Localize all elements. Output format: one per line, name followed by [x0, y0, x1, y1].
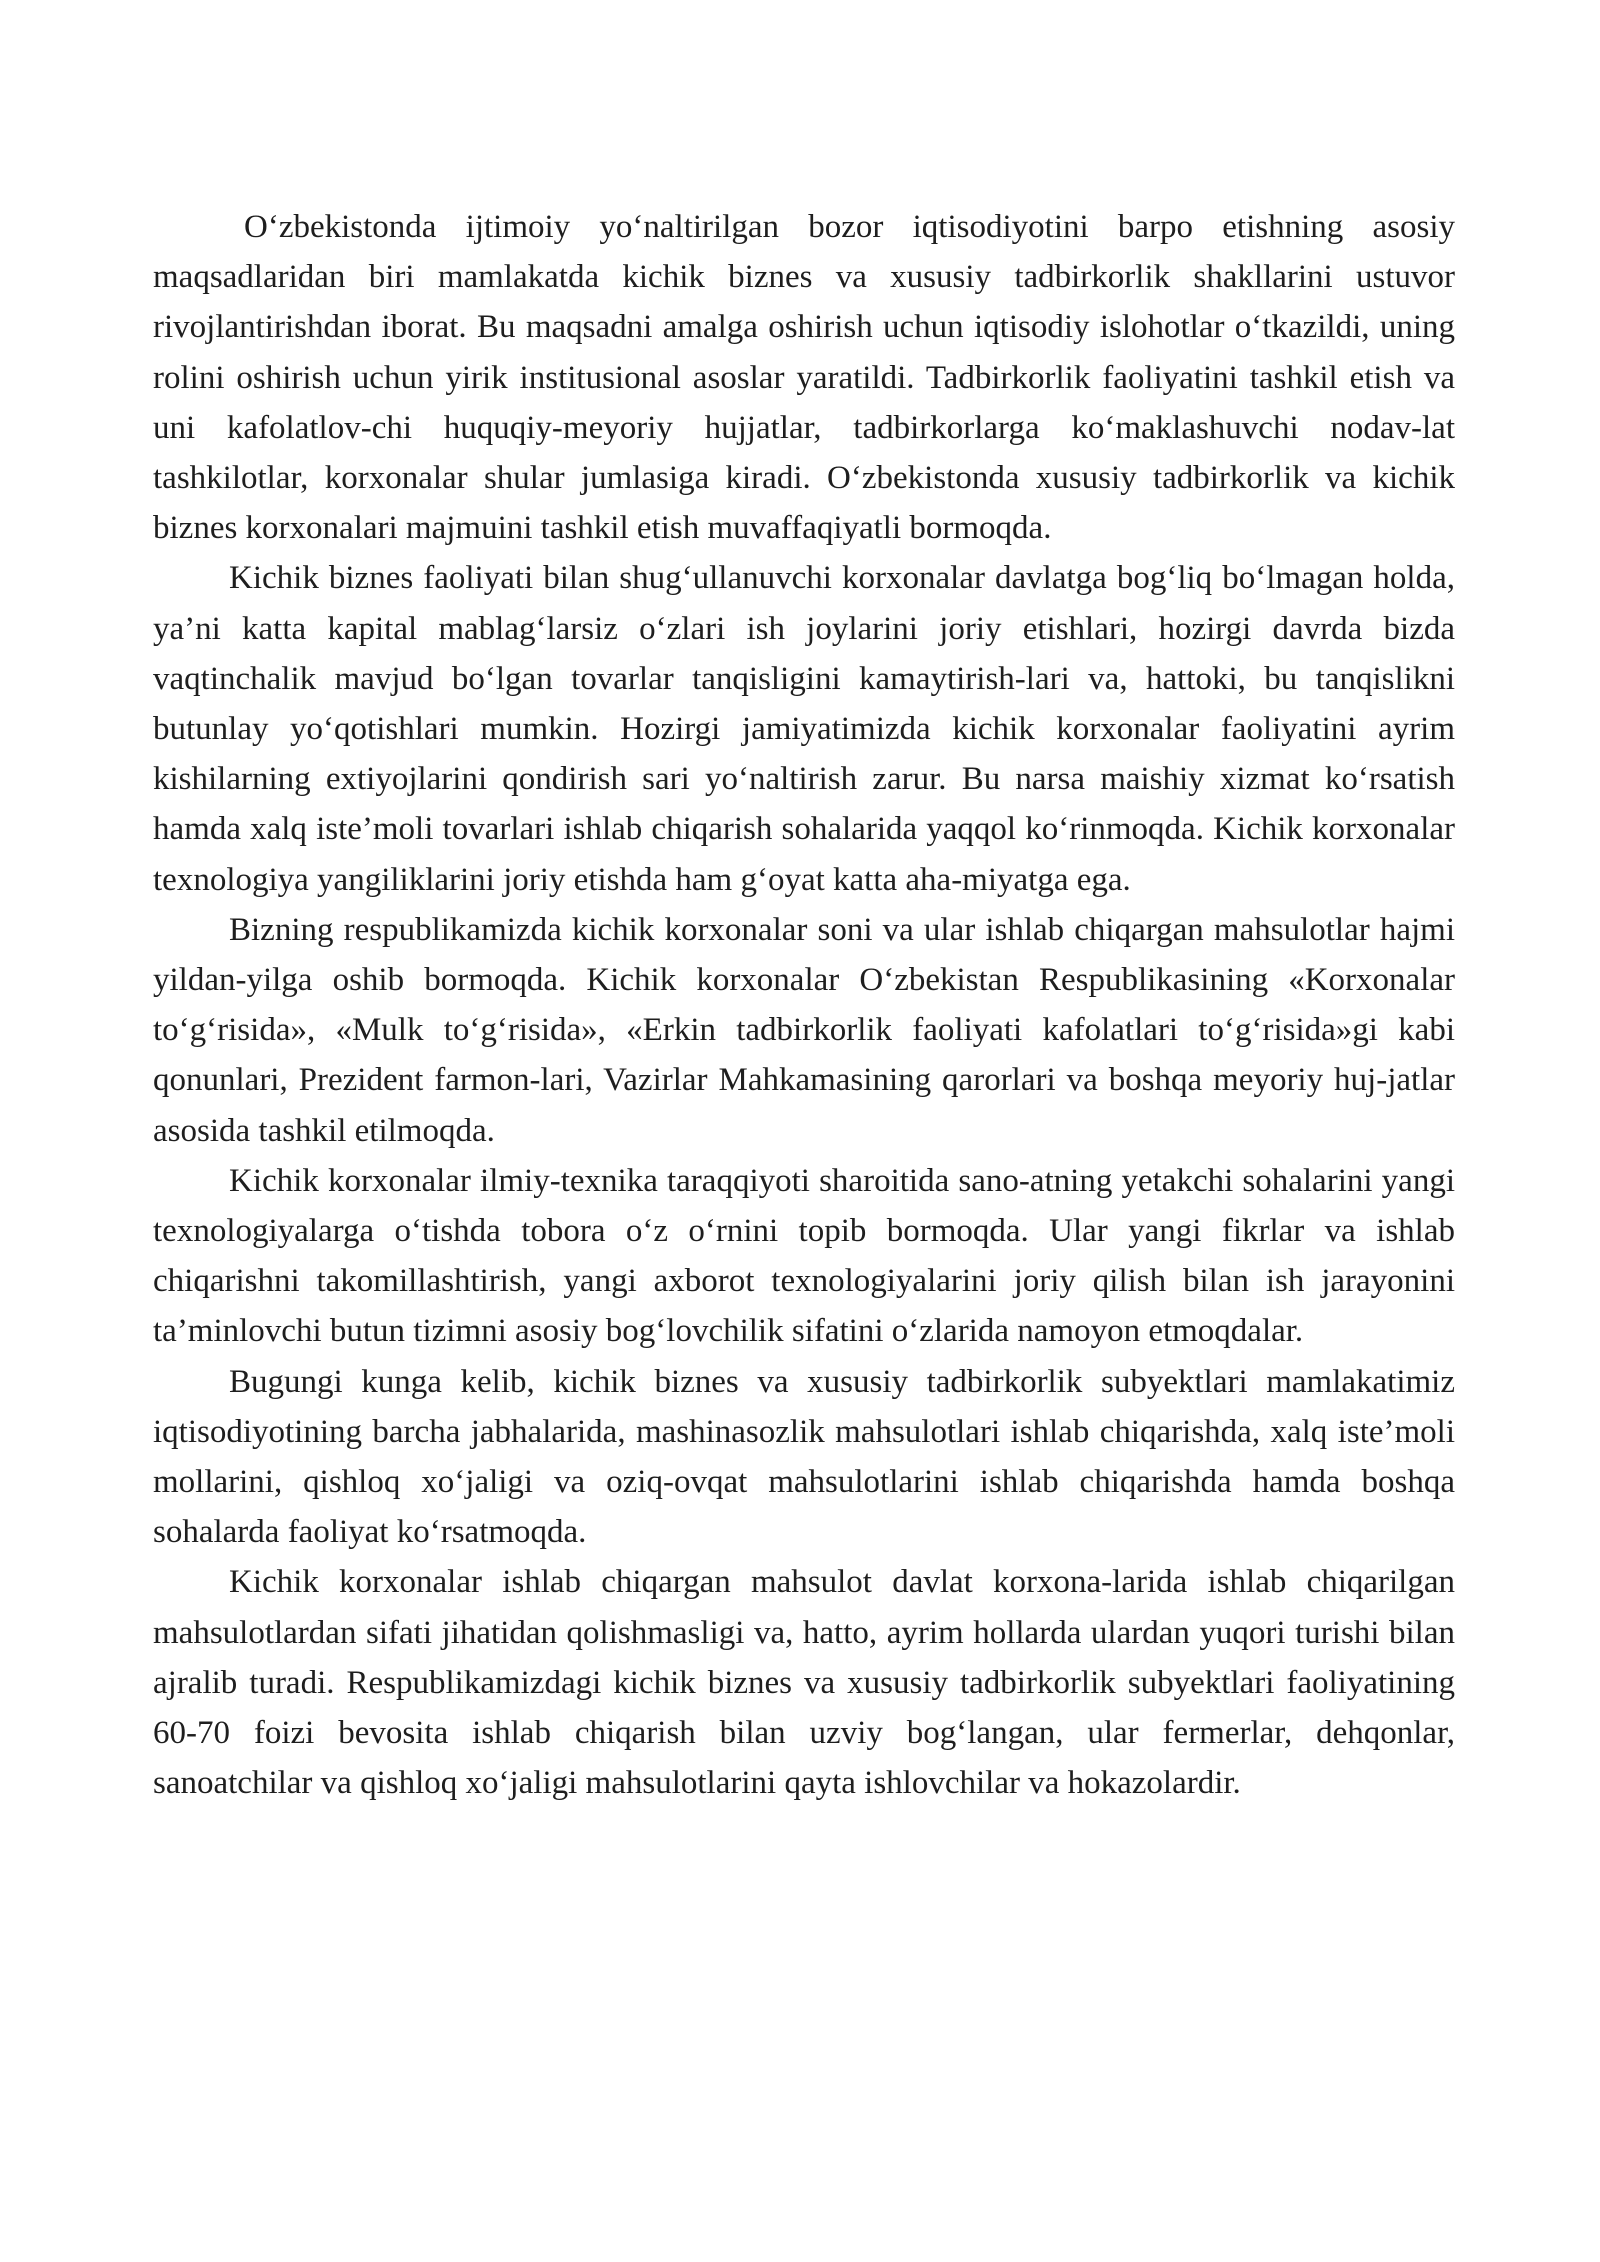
- paragraph-1: O‘zbekistonda ijtimoiy yo‘naltirilgan bozor iqtisodiyotini barpo etishning asosiy maqsadlaridan biri mamlakatda kichik biznes va xususiy tadbirkorlik shakllarini ustuvor rivojlantirishdan iborat. Bu maqsadni amalga oshirish uchun iqtisodiy islohotlar o‘tkazildi, uning rolini oshirish uchun yirik institusional asoslar yaratildi. Tadbirkorlik faoliyatini tashkil etish va uni kafolatlov-chi huquqiy-meyoriy hujjatlar, tadbirkorlarga ko‘maklashuvchi nodav-lat tashkilotlar, korxonalar shular jumlasiga kiradi. O‘zbekistonda xususiy tadbirkorlik va kichik biznes korxonalari majmuini tashkil etish muvaffaqiyatli bormoqda.: [153, 209, 1455, 547]
- paragraph-4: Kichik korxonalar ilmiy-texnika taraqqiyoti sharoitida sano-atning yetakchi sohalarini yangi texnologiyalarga o‘tishda tobora o‘z o‘rnini topib bormoqda. Ular yangi fikrlar va ishlab chiqarishni takomillashtirish, yangi axborot texnologiyalarini joriy qilish bilan ish jarayonini ta’minlovchi butun tizimni asosiy bog‘lovchilik sifatini o‘zlarida namoyon etmoqdalar.: [153, 1162, 1455, 1350]
- document-body: [153, 202, 1455, 1809]
- paragraph-5: Bugungi kunga kelib, kichik biznes va xususiy tadbirkorlik subyektlari mamlakatimiz iqtisodiyotining barcha jabhalarida, mashinasozlik mahsulotlari ishlab chiqarishda, xalq iste’moli mollarini, qishloq xo‘jaligi va oziq-ovqat mahsulotlarini ishlab chiqarishda hamda boshqa sohalarda faoliyat ko‘rsatmoqda.: [153, 1363, 1455, 1551]
- paragraph-3: Bizning respublikamizda kichik korxonalar soni va ular ishlab chiqargan mahsulotlar hajmi yildan-yilga oshib bormoqda. Kichik korxonalar O‘zbekistan Respublikasining «Korxonalar to‘g‘risida», «Mulk to‘g‘risida», «Erkin tadbirkorlik faoliyati kafolatlari to‘g‘risida»gi kabi qonunlari, Prezident farmon-lari, Vazirlar Mahkamasining qarorlari va boshqa meyoriy huj-jatlar asosida tashkil etilmoqda.: [153, 911, 1455, 1149]
- paragraph-6: Kichik korxonalar ishlab chiqargan mahsulot davlat korxona-larida ishlab chiqarilgan mahsulotlardan sifati jihatidan qolishmasligi va, hatto, ayrim hollarda ulardan yuqori turishi bilan ajralib turadi. Respublikamizdagi kichik biznes va xususiy tadbirkorlik subyektlari faoliyatining 60-70 foizi bevosita ishlab chiqarish bilan uzviy bog‘langan, ular fermerlar, dehqonlar, sanoatchilar va qishloq xo‘jaligi mahsulotlarini qayta ishlovchilar va hokazolardir.: [153, 1564, 1455, 1802]
- paragraph-2: Kichik biznes faoliyati bilan shug‘ullanuvchi korxonalar davlatga bog‘liq bo‘lmagan holda, ya’ni katta kapital mablag‘larsiz o‘zlari ish joylarini joriy etishlari, hozirgi davrda bizda vaqtinchalik mavjud bo‘lgan tovarlar tanqisligini kamaytirish-lari va, hattoki, bu tanqislikni butunlay yo‘qotishlari mumkin. Hozirgi jamiyatimizda kichik korxonalar faoliyatini ayrim kishilarning extiyojlarini qondirish sari yo‘naltirish zarur. Bu narsa maishiy xizmat ko‘rsatish hamda xalq iste’moli tovarlari ishlab chiqarish sohalarida yaqqol ko‘rinmoqda. Kichik korxonalar texnologiya yangiliklarini joriy etishda ham g‘oyat katta aha-miyatga ega.: [153, 560, 1455, 898]
